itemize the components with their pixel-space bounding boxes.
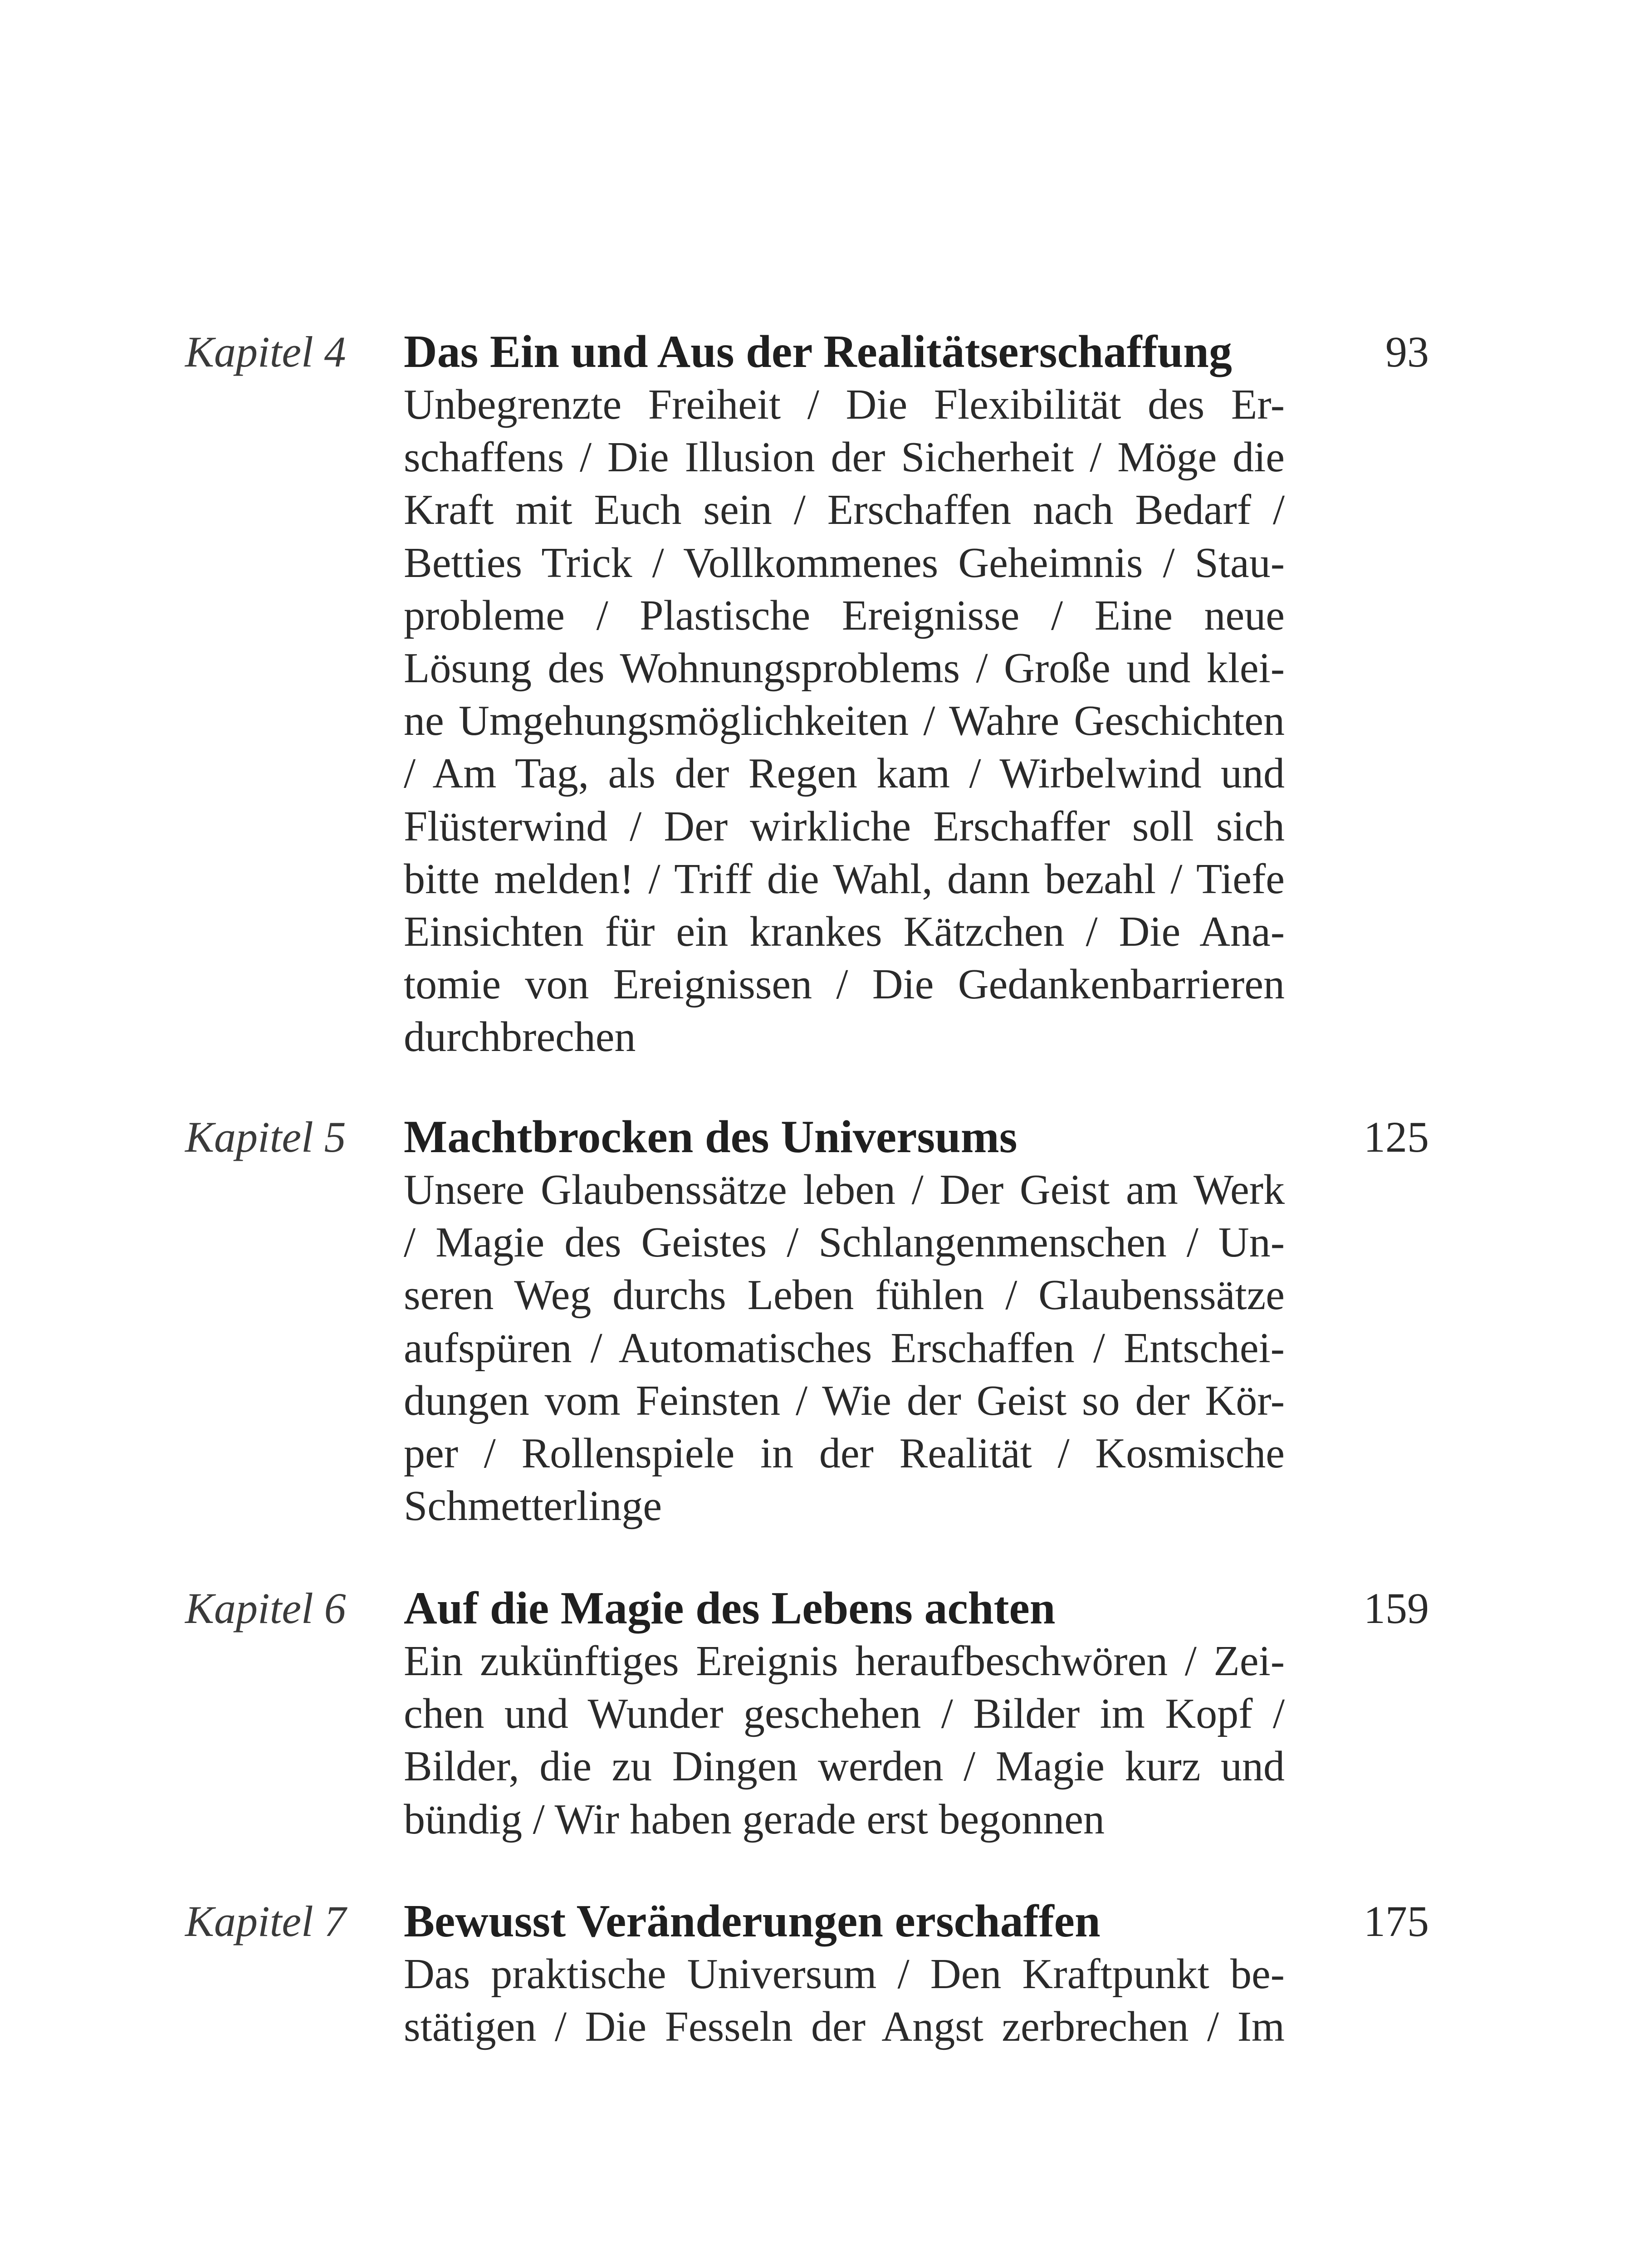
topic-line: ne Umgehungsmöglichkeiten / Wahre Geschichten <box>404 697 1285 745</box>
topic-line: Kraft mit Euch sein / Erschaffen nach Bedarf / <box>404 486 1285 534</box>
topic-line: Betties Trick / Vollkommenes Geheimnis / Stau- <box>404 539 1285 587</box>
topic-line: probleme / Plastische Ereignisse / Eine neue <box>404 591 1285 639</box>
topic-line: chen und Wunder geschehen / Bilder im Kopf / <box>404 1690 1285 1738</box>
topic-line: / Am Tag, als der Regen kam / Wirbelwind und <box>404 750 1285 797</box>
chapter-label: Kapitel 6 <box>185 1584 346 1633</box>
topic-line: bündig / Wir haben gerade erst begonnen <box>404 1795 1105 1843</box>
chapter-topics <box>404 378 1285 1063</box>
topic-line: Das praktische Universum / Den Kraftpunkt be- <box>404 1950 1285 1998</box>
chapter-page-number: 159 <box>1364 1584 1429 1633</box>
topic-line: Flüsterwind / Der wirkliche Erschaffer soll sich <box>404 802 1285 850</box>
chapter-title: Machtbrocken des Universums <box>404 1111 1018 1163</box>
topic-line: aufspüren / Automatisches Erschaffen / Entschei- <box>404 1324 1285 1372</box>
topic-line: durchbrechen <box>404 1013 636 1061</box>
chapter-label: Kapitel 7 <box>185 1897 346 1945</box>
topic-line: bitte melden! / Triff die Wahl, dann bezahl / Tiefe <box>404 855 1285 903</box>
chapter-topics <box>404 1163 1285 1532</box>
chapter-topics <box>404 1948 1285 2053</box>
chapter-page-number: 175 <box>1364 1897 1429 1945</box>
topic-line: tomie von Ereignissen / Die Gedankenbarrieren <box>404 961 1285 1008</box>
chapter-title: Das Ein und Aus der Realitätserschaffung <box>404 326 1232 377</box>
topic-line: Unsere Glaubenssätze leben / Der Geist am Werk <box>404 1166 1285 1213</box>
topic-line: Lösung des Wohnungsproblems / Große und klei- <box>404 644 1285 692</box>
topic-line: schaffens / Die Illusion der Sicherheit / Möge die <box>404 434 1285 481</box>
topic-line: Ein zukünftiges Ereignis heraufbeschwören / Zei- <box>404 1637 1285 1685</box>
chapter-page-number: 93 <box>1385 327 1429 376</box>
topic-line: Unbegrenzte Freiheit / Die Flexibilität des Er- <box>404 381 1285 428</box>
chapter-page-number: 125 <box>1364 1113 1429 1161</box>
chapter-topics <box>404 1635 1285 1846</box>
chapter-title: Auf die Magie des Lebens achten <box>404 1583 1056 1634</box>
topic-line: per / Rollenspiele in der Realität / Kosmische <box>404 1429 1285 1477</box>
topic-line: dungen vom Feinsten / Wie der Geist so der Kör- <box>404 1377 1285 1424</box>
topic-line: stätigen / Die Fesseln der Angst zerbrechen / Im <box>404 2003 1285 2051</box>
topic-line: Bilder, die zu Dingen werden / Magie kurz und <box>404 1743 1285 1790</box>
chapter-label: Kapitel 4 <box>185 327 346 376</box>
topic-line: / Magie des Geistes / Schlangenmenschen / Un- <box>404 1219 1285 1266</box>
topic-line: Schmetterlinge <box>404 1482 662 1530</box>
topic-line: seren Weg durchs Leben fühlen / Glaubenssätze <box>404 1271 1285 1319</box>
chapter-title: Bewusst Veränderungen erschaffen <box>404 1896 1101 1947</box>
topic-line: Einsichten für ein krankes Kätzchen / Die Ana- <box>404 908 1285 955</box>
chapter-label: Kapitel 5 <box>185 1113 346 1161</box>
